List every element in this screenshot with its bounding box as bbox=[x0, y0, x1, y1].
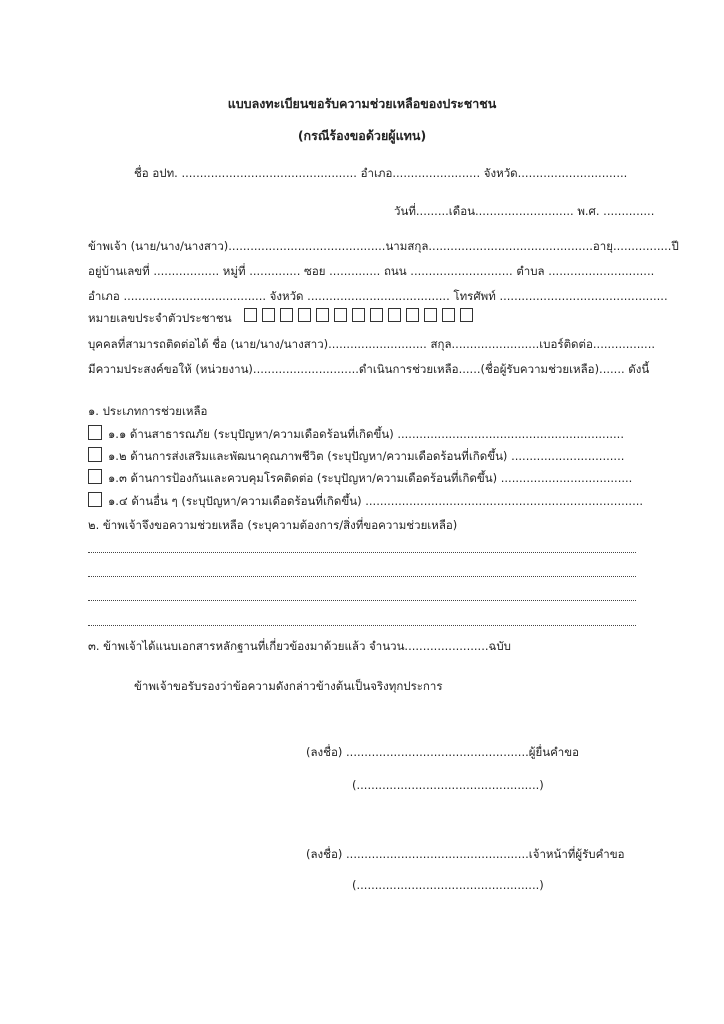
id-digit-box[interactable] bbox=[316, 308, 329, 322]
officer-signature-line: (ลงชื่อ) ..................................................เจ้าหน้าที่ผู้รับคำขอ bbox=[306, 847, 625, 861]
id-digit-box[interactable] bbox=[352, 308, 365, 322]
applicant-printed-name: (..................................................) bbox=[352, 778, 544, 792]
id-digit-box[interactable] bbox=[424, 308, 437, 322]
id-number-boxes bbox=[244, 308, 478, 322]
id-digit-box[interactable] bbox=[388, 308, 401, 322]
disease-control-checkbox[interactable] bbox=[88, 469, 102, 484]
option-1-2: ๑.๒ ด้านการส่งเสริมและพัฒนาคุณภาพชีวิต (ระบุปัญหา/ความเดือดร้อนที่เกิดขึ้น) ............................... bbox=[108, 449, 625, 463]
option-1-4: ๑.๔ ด้านอื่น ๆ (ระบุปัญหา/ความเดือดร้อนที่เกิดขึ้น) ............................................................................ bbox=[108, 494, 644, 508]
officer-printed-name: (..................................................) bbox=[352, 878, 544, 892]
disaster-checkbox[interactable] bbox=[88, 425, 102, 440]
id-number-label: หมายเลขประจำตัวประชาชน bbox=[88, 311, 232, 325]
applicant-name-line: ข้าพเจ้า (นาย/นาง/นางสาว)...........................................นามสกุล.............................................อายุ................ปี bbox=[88, 239, 679, 253]
option-1-3: ๑.๓ ด้านการป้องกันและควบคุมโรคติดต่อ (ระบุปัญหา/ความเดือดร้อนที่เกิดขึ้น) .................................... bbox=[108, 471, 633, 485]
certification-text: ข้าพเจ้าขอรับรองว่าข้อความดังกล่าวข้างต้นเป็นจริงทุกประการ bbox=[134, 679, 443, 693]
id-digit-box[interactable] bbox=[442, 308, 455, 322]
request-line: มีความประสงค์ขอให้ (หน่วยงาน).............................ดำเนินการช่วยเหลือ......(ชื่อผู้รับความช่วยเหลือ)....... ดังนี้ bbox=[88, 362, 650, 376]
id-digit-box[interactable] bbox=[460, 308, 473, 322]
org-line: ชื่อ อปท. ................................................ อำเภอ........................ จังหวัด.............................. bbox=[134, 166, 628, 180]
district-line: อำเภอ ....................................... จังหวัด ....................................... โทรศัพท์ .............................................. bbox=[88, 289, 668, 303]
request-detail-line[interactable] bbox=[88, 576, 636, 577]
id-digit-box[interactable] bbox=[334, 308, 347, 322]
section3-attachments: ๓. ข้าพเจ้าได้แนบเอกสารหลักฐานที่เกี่ยวข้องมาด้วยแล้ว จำนวน.......................ฉบับ bbox=[88, 639, 511, 653]
section1-heading: ๑. ประเภทการช่วยเหลือ bbox=[88, 404, 208, 418]
id-digit-box[interactable] bbox=[298, 308, 311, 322]
request-detail-line[interactable] bbox=[88, 625, 636, 626]
contact-person-line: บุคคลที่สามารถติดต่อได้ ชื่อ (นาย/นาง/นางสาว)........................... สกุล........................เบอร์ติดต่อ................. bbox=[88, 337, 656, 351]
other-checkbox[interactable] bbox=[88, 492, 102, 507]
id-digit-box[interactable] bbox=[370, 308, 383, 322]
form-subtitle: (กรณีร้องขอด้วยผู้แทน) bbox=[297, 128, 427, 143]
request-detail-line[interactable] bbox=[88, 600, 636, 601]
request-detail-line[interactable] bbox=[88, 552, 636, 553]
id-digit-box[interactable] bbox=[280, 308, 293, 322]
id-digit-box[interactable] bbox=[406, 308, 419, 322]
date-line: วันที่.........เดือน........................... พ.ศ. .............. bbox=[394, 204, 655, 218]
section2-heading: ๒. ข้าพเจ้าจึงขอความช่วยเหลือ (ระบุความต้องการ/สิ่งที่ขอความช่วยเหลือ) bbox=[88, 518, 458, 532]
applicant-signature-line: (ลงชื่อ) ..................................................ผู้ยื่นคำขอ bbox=[306, 745, 580, 759]
option-1-1: ๑.๑ ด้านสาธารณภัย (ระบุปัญหา/ความเดือดร้อนที่เกิดขึ้น) .............................................................. bbox=[108, 427, 624, 441]
form-title: แบบลงทะเบียนขอรับความช่วยเหลือของประชาชน bbox=[227, 96, 497, 111]
quality-of-life-checkbox[interactable] bbox=[88, 447, 102, 462]
id-digit-box[interactable] bbox=[262, 308, 275, 322]
id-digit-box[interactable] bbox=[244, 308, 257, 322]
address-line: อยู่บ้านเลขที่ .................. หมู่ที่ .............. ซอย .............. ถนน ............................ ตำบล ............................. bbox=[88, 264, 655, 278]
